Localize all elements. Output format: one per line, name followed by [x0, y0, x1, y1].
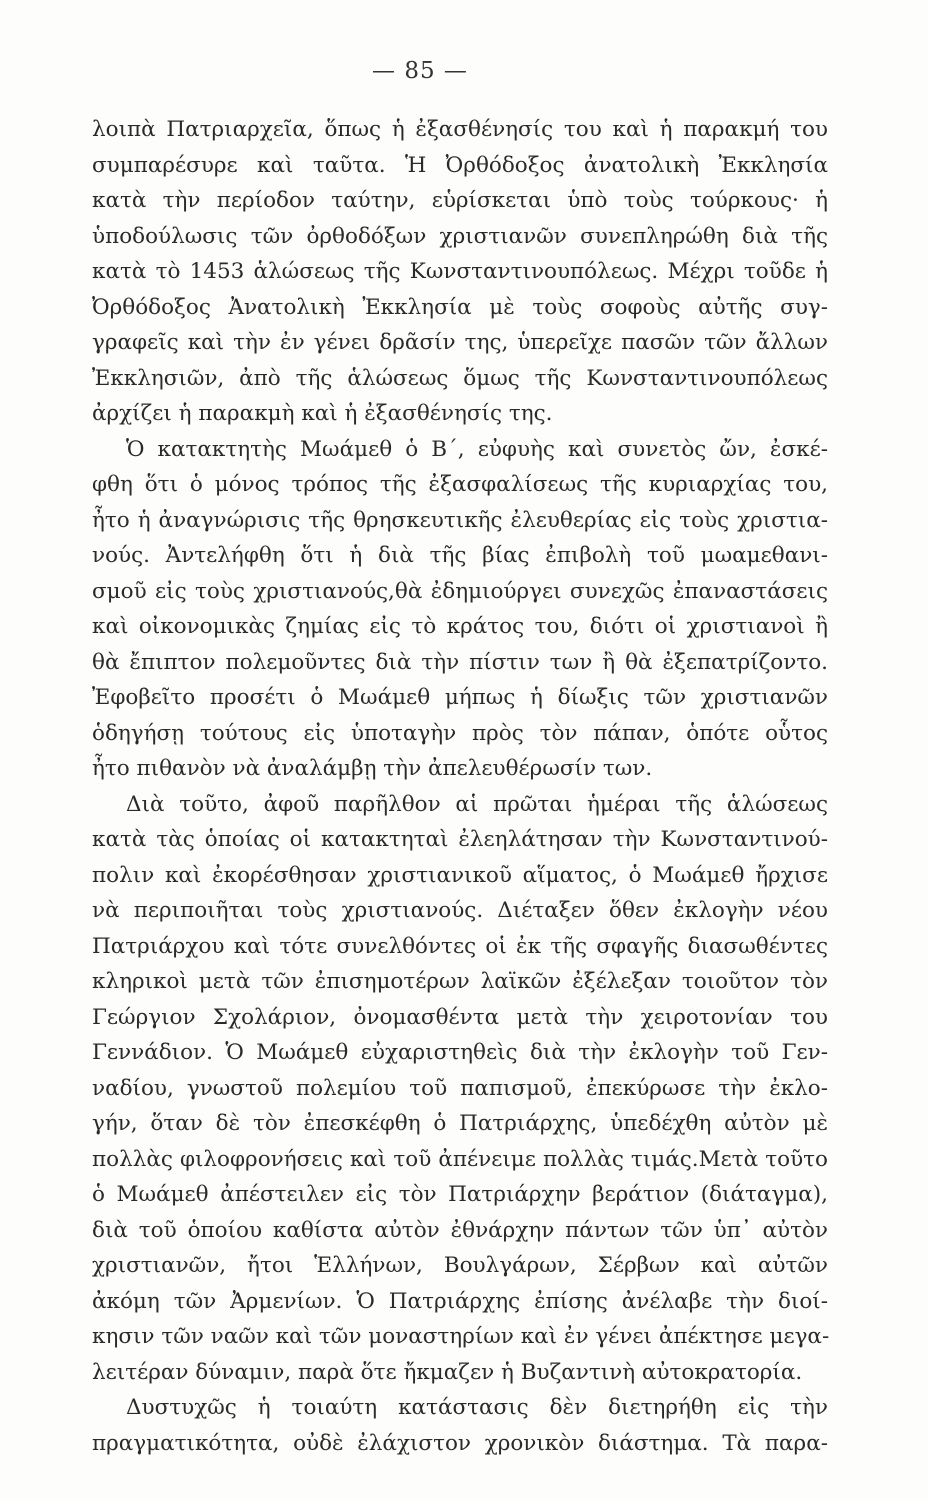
- text-line: φθη ὅτι ὁ μόνος τρόπος τῆς ἐξασφαλίσεως τῆς κυριαρχίας του,: [92, 472, 828, 497]
- text-line: Ἐκκλησιῶν, ἀπὸ τῆς ἁλώσεως ὅμως τῆς Κωνσταντινουπόλεως: [92, 365, 828, 391]
- text-line: Γεώργιον Σχολάριον, ὀνομασθέντα μετὰ τὴν χειροτονίαν του: [92, 1004, 828, 1030]
- text-line: ὑποδούλωσις τῶν ὀρθοδόξων χριστιανῶν συνεπληρώθη διὰ τῆς: [92, 223, 828, 249]
- text-line: Ὀρθόδοξος Ἀνατολικὴ Ἐκκλησία μὲ τοὺς σοφοὺς αὐτῆς συγ-: [92, 294, 828, 320]
- text-line: κατὰ τὸ 1453 ἁλώσεως τῆς Κωνσταντινουπόλεως. Μέχρι τοῦδε ἡ: [92, 259, 828, 284]
- text-line: χριστιανῶν, ἤτοι Ἑλλήνων, Βουλγάρων, Σέρβων καὶ αὐτῶν: [92, 1253, 828, 1278]
- text-line: νούς. Ἀντελήφθη ὅτι ἡ διὰ τῆς βίας ἐπιβολὴ τοῦ μωαμεθανι-: [92, 543, 828, 568]
- text-line: λειτέραν δύναμιν, παρὰ ὅτε ἤκμαζεν ἡ Βυζαντινὴ αὐτοκρατορία.: [92, 1359, 803, 1385]
- text-line: κατὰ τὴν περίοδον ταύτην, εὑρίσκεται ὑπὸ τοὺς τούρκους· ἡ: [92, 188, 828, 213]
- body-text: [92, 112, 828, 1461]
- text-line: ἀκόμη τῶν Ἀρμενίων. Ὁ Πατριάρχης ἐπίσης ἀνέλαβε τὴν διοί-: [92, 1288, 828, 1314]
- text-line: Γεννάδιον. Ὁ Μωάμεθ εὐχαριστηθεὶς διὰ τὴν ἐκλογὴν τοῦ Γεν-: [92, 1040, 828, 1065]
- text-line: συμπαρέσυρε καὶ ταῦτα. Ἡ Ὀρθόδοξος ἀνατολικὴ Ἐκκλησία: [92, 152, 828, 178]
- text-line: Δυστυχῶς ἡ τοιαύτη κατάστασις δὲν διετηρήθη εἰς τὴν: [126, 1395, 828, 1420]
- paragraph: [92, 1390, 828, 1461]
- text-line: Πατριάρχου καὶ τότε συνελθόντες οἱ ἐκ τῆς σφαγῆς διασωθέντες: [92, 933, 828, 959]
- paragraph: [92, 112, 828, 432]
- text-line: πραγματικότητα, οὐδὲ ἐλάχιστον χρονικὸν διάστημα. Τὰ παρα-: [92, 1430, 828, 1456]
- text-line: σμοῦ εἰς τοὺς χριστιανούς,θὰ ἐδημιούργει συνεχῶς ἐπαναστάσεις: [92, 578, 828, 604]
- text-line: ἦτο πιθανὸν νὰ ἀναλάμβῃ τὴν ἀπελευθέρωσίν των.: [92, 756, 653, 781]
- paragraph: [92, 787, 828, 1391]
- text-line: καὶ οἰκονομικὰς ζημίας εἰς τὸ κράτος του, διότι οἱ χριστιανοὶ ἢ: [92, 614, 828, 639]
- text-line: γήν, ὅταν δὲ τὸν ἐπεσκέφθη ὁ Πατριάρχης, ὑπεδέχθη αὐτὸν μὲ: [92, 1111, 828, 1136]
- text-line: Διὰ τοῦτο, ἀφοῦ παρῆλθον αἱ πρῶται ἡμέραι τῆς ἁλώσεως: [126, 791, 828, 817]
- text-line: ὁδηγήσῃ τούτους εἰς ὑποταγὴν πρὸς τὸν πάπαν, ὁπότε οὗτος: [92, 720, 828, 746]
- text-line: νὰ περιποιῆται τοὺς χριστιανούς. Διέταξεν ὅθεν ἐκλογὴν νέου: [92, 898, 828, 923]
- text-line: ἦτο ἡ ἀναγνώρισις τῆς θρησκευτικῆς ἐλευθερίας εἰς τοὺς χριστια-: [92, 507, 828, 533]
- text-line: πολλὰς φιλοφρονήσεις καὶ τοῦ ἀπένειμε πολλὰς τιμάς.Μετὰ τοῦτο: [92, 1146, 828, 1172]
- text-line: Ὁ κατακτητὴς Μωάμεθ ὁ Β΄, εὐφυὴς καὶ συνετὸς ὤν, ἐσκέ-: [126, 436, 828, 462]
- text-line: κληρικοὶ μετὰ τῶν ἐπισημοτέρων λαϊκῶν ἐξέλεξαν τοιοῦτον τὸν: [92, 969, 828, 994]
- text-line: κατὰ τὰς ὁποίας οἱ κατακτηταὶ ἐλεηλάτησαν τὴν Κωνσταντινού-: [92, 827, 828, 852]
- text-line: διὰ τοῦ ὁποίου καθίστα αὐτὸν ἐθνάρχην πάντων τῶν ὑπ᾽ αὐτὸν: [92, 1217, 828, 1243]
- text-line: ἀρχίζει ἡ παρακμὴ καὶ ἡ ἐξασθένησίς της.: [92, 401, 553, 426]
- text-line: ναδίου, γνωστοῦ πολεμίου τοῦ παπισμοῦ, ἐπεκύρωσε τὴν ἐκλο-: [92, 1075, 828, 1101]
- text-line: γραφεῖς καὶ τὴν ἐν γένει δρᾶσίν της, ὑπερεῖχε πασῶν τῶν ἄλλων: [92, 330, 828, 355]
- paragraph: [92, 432, 828, 787]
- page-number: — 85 —: [372, 58, 468, 84]
- text-line: Ἐφοβεῖτο προσέτι ὁ Μωάμεθ μήπως ἡ δίωξις τῶν χριστιανῶν: [92, 685, 828, 710]
- text-line: ὁ Μωάμεθ ἀπέστειλεν εἰς τὸν Πατριάρχην βεράτιον (διάταγμα),: [92, 1182, 828, 1207]
- text-line: κησιν τῶν ναῶν καὶ τῶν μοναστηρίων καὶ ἐν γένει ἀπέκτησε μεγα-: [92, 1324, 830, 1349]
- text-line: λοιπὰ Πατριαρχεῖα, ὅπως ἡ ἐξασθένησίς του καὶ ἡ παρακμή του: [92, 117, 828, 142]
- text-line: πολιν καὶ ἐκορέσθησαν χριστιανικοῦ αἵματος, ὁ Μωάμεθ ἤρχισε: [92, 862, 828, 888]
- text-line: θὰ ἔπιπτον πολεμοῦντες διὰ τὴν πίστιν των ἢ θὰ ἐξεπατρίζοντο.: [92, 649, 828, 675]
